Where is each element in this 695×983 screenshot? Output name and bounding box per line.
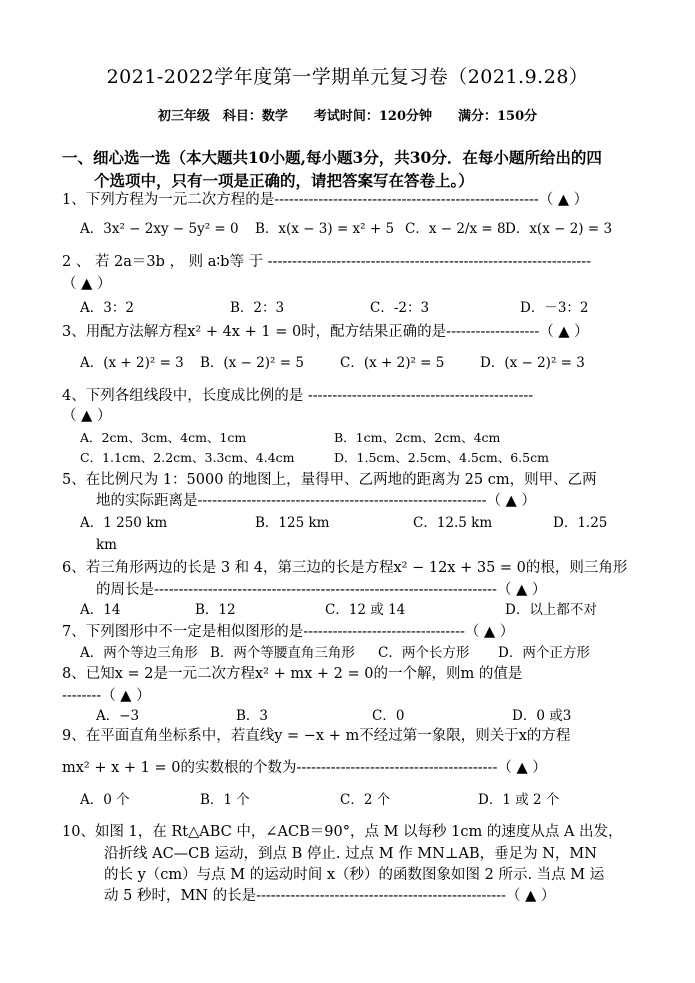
q5-stem-line-1: 5、在比例尺为 1：5000 的地图上，量得甲、乙两地的距离为 25 cm，则甲、乙两 xyxy=(62,472,597,488)
q4-stem-line-1: 4、下列各组线段中，长度成比例的是 ---------------------------------------------- xyxy=(62,388,534,404)
q1-option-c: C．x − 2/x = 8 xyxy=(405,221,506,237)
q5-options xyxy=(80,513,640,533)
q9-option-d: D．1 或 2 个 xyxy=(478,792,560,808)
q4-options-row-2 xyxy=(80,448,640,468)
q1-option-b: B．x(x − 3) = x² + 5 xyxy=(255,221,395,237)
q3-option-b: B．(x − 2)² = 5 xyxy=(200,355,304,371)
q3-option-d: D．(x − 2)² = 3 xyxy=(480,355,585,371)
q3-stem: 3、用配方法解方程x² + 4x + 1 = 0时，配方结果正确的是-------------------（ ▲ ） xyxy=(62,324,589,340)
section-line-1: 一、细心选一选（本大题共10小题,每小题3分，共30分．在每小题所给出的四 xyxy=(62,148,602,167)
q6-option-c: C．12 或 14 xyxy=(325,602,406,618)
q7-options xyxy=(80,643,640,663)
q8-option-d: D．0 或3 xyxy=(512,708,572,724)
q8-options xyxy=(96,706,656,726)
q6-stem-line-2: 的周长是----------------------------------------------------------------------（ ▲ ） xyxy=(96,582,547,598)
q5-stem-line-2: 地的实际距离是-----------------------------------------------------------（ ▲ ） xyxy=(96,493,536,509)
q5-option-c: C．12.5 km xyxy=(413,515,493,531)
section-heading xyxy=(62,146,636,192)
q8-option-a: A．−3 xyxy=(96,708,140,724)
q8-stem-line-2: --------（ ▲ ） xyxy=(62,688,151,704)
q6-option-a: A．14 xyxy=(80,602,121,618)
q3-options xyxy=(80,353,640,373)
q4-options-row-1 xyxy=(80,428,640,448)
q9-options xyxy=(80,790,640,810)
q6-options xyxy=(80,600,640,620)
q2-options xyxy=(80,298,640,318)
q9-option-b: B．1 个 xyxy=(200,792,250,808)
q7-option-d: D．两个正方形 xyxy=(498,645,590,661)
q2-option-b: B．2：3 xyxy=(230,300,285,316)
q10-stem-line-3: 的长 y（cm）与点 M 的运动时间 x（秒）的函数图象如图 2 所示. 当点 M 运 xyxy=(104,867,605,883)
q3-option-c: C．(x + 2)² = 5 xyxy=(340,355,445,371)
q5-option-b: B．125 km xyxy=(255,515,330,531)
q8-stem-line-1: 8、已知x = 2是一元二次方程x² + mx + 2 = 0的一个解，则m 的值是 xyxy=(62,666,523,682)
section-line-2: 个选项中，只有一项是正确的，请把答案写在答卷上。） xyxy=(94,171,474,190)
q1-options xyxy=(80,219,640,239)
q2-option-a: A．3：2 xyxy=(80,300,134,316)
q5-option-d-continued: km xyxy=(96,537,117,553)
q7-option-a: A．两个等边三角形 xyxy=(80,645,198,661)
q2-stem-line-1: 2 、 若 2a＝3b ， 则 a∶b等 于 ------------------------------------------------------------------ xyxy=(62,254,592,270)
q7-option-c: C．两个长方形 xyxy=(378,645,470,661)
q9-option-c: C．2 个 xyxy=(340,792,391,808)
exam-meta: 初三年级 科目：数学 考试时间：120分钟 满分：150分 xyxy=(157,109,538,124)
q10-stem-line-2: 沿折线 AC—CB 运动，到点 B 停止. 过点 M 作 MN⊥AB，垂足为 N，MN xyxy=(104,846,597,862)
q8-option-b: B．3 xyxy=(236,708,269,724)
q2-option-c: C．-2：3 xyxy=(370,300,430,316)
q9-option-a: A．0 个 xyxy=(80,792,130,808)
q9-stem-line-1: 9、在平面直角坐标系中，若直线y = −x + m不经过第一象限，则关于x的方程 xyxy=(62,728,571,744)
q4-option-c: C．1.1cm、2.2cm、3.3cm、4.4cm xyxy=(80,450,295,465)
q8-option-c: C．0 xyxy=(372,708,405,724)
q7-stem: 7、下列图形中不一定是相似图形的是---------------------------------（ ▲ ） xyxy=(62,624,515,640)
page-title: 2021-2022学年度第一学期单元复习卷（2021.9.28） xyxy=(106,66,589,88)
q3-option-a: A．(x + 2)² = 3 xyxy=(80,355,184,371)
q9-stem-line-2: mx² + x + 1 = 0的实数根的个数为-----------------------------------------（ ▲ ） xyxy=(62,760,547,776)
q5-option-a: A．1 250 km xyxy=(80,515,168,531)
q4-option-d: D．1.5cm、2.5cm、4.5cm、6.5cm xyxy=(334,450,549,465)
q5-option-d: D．1.25 xyxy=(553,515,608,531)
q7-option-b: B．两个等腰直角三角形 xyxy=(210,645,355,661)
q4-option-b: B．1cm、2cm、2cm、4cm xyxy=(334,430,501,445)
q1-option-a: A．3x² − 2xy − 5y² = 0 xyxy=(80,221,239,237)
q6-option-b: B．12 xyxy=(195,602,236,618)
q1-option-d: D．x(x − 2) = 3 xyxy=(505,221,613,237)
q6-stem-line-1: 6、若三角形两边的长是 3 和 4，第三边的长是方程x² − 12x + 35 = 0的根，则三角形 xyxy=(62,560,628,576)
q6-option-d: D．以上都不对 xyxy=(505,602,597,618)
q4-option-a: A．2cm、3cm、4cm、1cm xyxy=(80,430,247,445)
q10-stem-line-4: 动 5 秒时，MN 的长是---------------------------------------------------（ ▲ ） xyxy=(104,888,556,904)
q10-stem-line-1: 10、如图 1，在 Rt△ABC 中，∠ACB＝90°，点 M 以每秒 1cm 的速度从点 A 出发， xyxy=(62,824,623,840)
q1-stem: 1、下列方程为一元二次方程的是------------------------------------------------------（ ▲ ） xyxy=(62,192,589,208)
q2-stem-line-2: （ ▲ ） xyxy=(62,276,112,292)
q2-option-d: D．－3：2 xyxy=(520,300,589,316)
q4-stem-line-2: （ ▲ ） xyxy=(62,408,112,424)
